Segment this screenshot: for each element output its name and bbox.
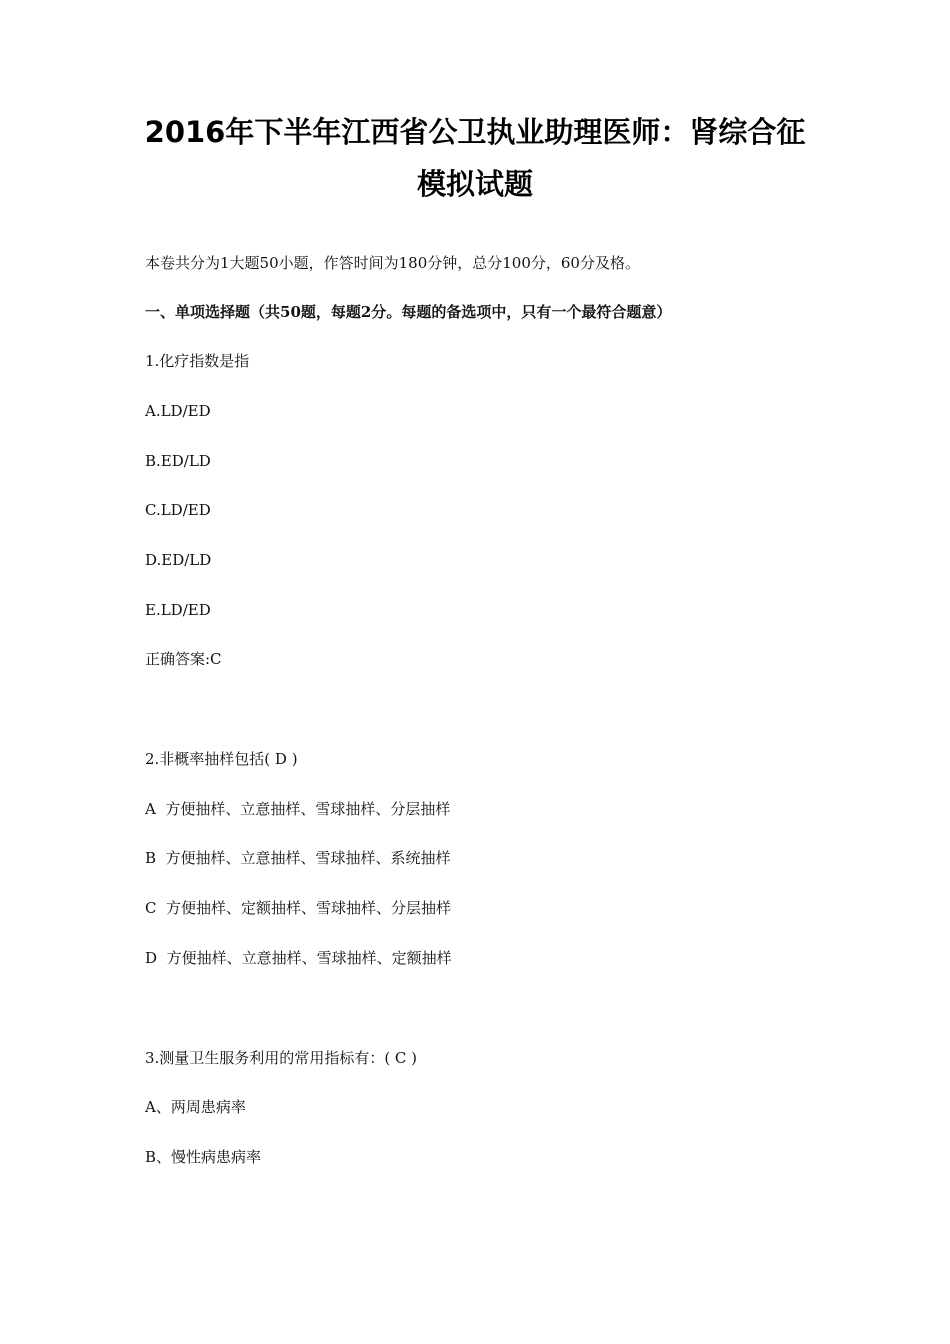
- question-3-option-b: B、慢性病患病率: [145, 1148, 262, 1166]
- question-1-option-e: E.LD/ED: [145, 601, 211, 619]
- question-2-option-d: D 方便抽样、立意抽样、雪球抽样、定额抽样: [145, 949, 452, 967]
- question-2-option-c: C 方便抽样、定额抽样、雪球抽样、分层抽样: [145, 899, 452, 917]
- question-2-option-a: A 方便抽样、立意抽样、雪球抽样、分层抽样: [145, 800, 451, 818]
- question-1-option-a: A.LD/ED: [145, 402, 211, 420]
- question-3-option-a: A、两周患病率: [145, 1098, 246, 1116]
- question-2-stem: 2.非概率抽样包括( D ): [145, 750, 298, 768]
- section-heading: 一、单项选择题（共50题，每题2分。每题的备选项中，只有一个最符合题意）: [145, 303, 672, 321]
- question-1-option-c: C.LD/ED: [145, 501, 211, 519]
- question-3-stem: 3.测量卫生服务利用的常用指标有：( C ): [145, 1049, 418, 1067]
- question-1-option-b: B.ED/LD: [145, 452, 211, 470]
- question-1-stem: 1.化疗指数是指: [145, 352, 250, 370]
- question-1-answer: 正确答案:C: [145, 650, 222, 668]
- question-1-option-d: D.ED/LD: [145, 551, 212, 569]
- document-title-line-1: 2016年下半年江西省公卫执业助理医师：肾综合征: [144, 115, 806, 149]
- document-title-line-2: 模拟试题: [416, 167, 533, 201]
- question-2-option-b: B 方便抽样、立意抽样、雪球抽样、系统抽样: [145, 849, 451, 867]
- exam-intro: 本卷共分为1大题50小题，作答时间为180分钟，总分100分，60分及格。: [145, 254, 640, 272]
